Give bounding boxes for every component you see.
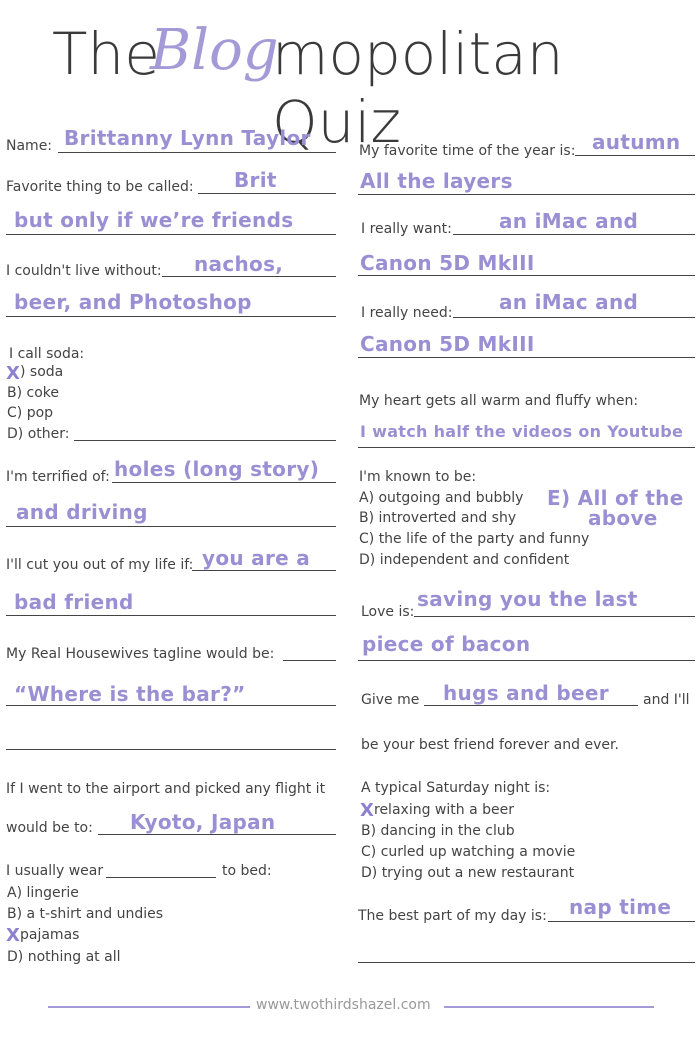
name-label: Name: (6, 138, 53, 154)
known-answer: E) All of the (547, 486, 684, 510)
want-answer: an iMac and (499, 209, 639, 233)
cutout-answer-2: bad friend (14, 590, 134, 614)
airport-answer: Kyoto, Japan (130, 810, 276, 834)
airport-line (98, 834, 336, 835)
give-line (424, 705, 638, 706)
need-answer-2: Canon 5D MkIII (360, 332, 535, 356)
give-answer: hugs and beer (443, 681, 609, 705)
live-answer-2: beer, and Photoshop (14, 290, 252, 314)
saturday-x-mark: X (360, 800, 374, 821)
love-answer: saving you the last (417, 587, 638, 611)
tagline-answer: “Where is the bar?” (14, 682, 246, 706)
need-label: I really need: (361, 305, 453, 321)
name-answer: Brittanny Lynn Taylor (64, 126, 311, 150)
terrified-label: I'm terrified of: (6, 469, 110, 485)
known-option-d: D) independent and confident (359, 552, 570, 568)
best-answer: nap time (569, 895, 672, 919)
title-rest: mopolitan Quiz (272, 20, 564, 156)
title-the: The (52, 20, 160, 88)
name-line (58, 152, 336, 153)
wear-option-a: A) lingerie (7, 885, 79, 901)
soda-option-c: C) pop (7, 405, 54, 421)
cutout-label: I'll cut you out of my life if: (6, 557, 194, 573)
want-line (453, 234, 695, 235)
need-line-2 (358, 357, 695, 358)
cutout-line-2 (6, 615, 336, 616)
tagline-line-3 (6, 749, 336, 750)
known-option-b: B) introverted and shy (359, 510, 517, 526)
soda-option-b: B) coke (7, 385, 60, 401)
terrified-line-2 (6, 526, 336, 527)
love-line (414, 616, 695, 617)
time-label: My favorite time of the year is: (359, 143, 576, 159)
love-answer-2: piece of bacon (362, 632, 531, 656)
live-label: I couldn't live without: (6, 263, 162, 279)
wear-option-d: D) nothing at all (7, 949, 121, 965)
love-label: Love is: (361, 604, 415, 620)
give-label-3: be your best friend forever and ever. (361, 737, 619, 753)
wear-label-2: to bed: (222, 863, 272, 879)
tagline-label: My Real Housewives tagline would be: (6, 646, 275, 662)
soda-other-line (74, 440, 336, 441)
give-label: Give me (361, 692, 420, 708)
saturday-option-d: D) trying out a new restaurant (361, 865, 575, 881)
terrified-answer: holes (long story) (114, 457, 320, 481)
saturday-option-b: B) dancing in the club (361, 823, 515, 839)
time-answer: autumn (592, 130, 681, 154)
cutout-answer: you are a (202, 546, 311, 570)
called-answer-2: but only if we’re friends (14, 208, 294, 232)
saturday-option-c: C) curled up watching a movie (361, 844, 576, 860)
called-line-2 (6, 234, 336, 235)
heart-label: My heart gets all warm and fluffy when: (359, 393, 639, 409)
heart-answer: I watch half the videos on Youtube (360, 422, 684, 441)
called-line (198, 193, 336, 194)
best-line (548, 921, 695, 922)
live-line-2 (6, 316, 336, 317)
soda-option-d: D) other: (7, 426, 70, 442)
footer-line-left (48, 1006, 250, 1008)
love-line-2 (358, 660, 695, 661)
want-label: I really want: (361, 221, 452, 237)
wear-option-b: B) a t-shirt and undies (7, 906, 164, 922)
want-answer-2: Canon 5D MkIII (360, 251, 535, 275)
known-answer-2: above (588, 506, 658, 530)
called-answer: Brit (234, 168, 277, 192)
saturday-option-a: relaxing with a beer (374, 802, 514, 818)
wear-line (106, 877, 216, 878)
cutout-line (192, 570, 336, 571)
best-line-2 (358, 962, 695, 963)
soda-label: I call soda: (9, 346, 85, 362)
wear-option-c: pajamas (20, 927, 80, 943)
airport-label: If I went to the airport and picked any flight it (6, 781, 326, 797)
wear-x-mark: X (6, 925, 20, 946)
soda-option-a: ) soda (20, 364, 64, 380)
known-label: I'm known to be: (359, 469, 477, 485)
give-label-2: and I'll (643, 692, 690, 708)
time-answer-2: All the layers (360, 169, 513, 193)
need-line (453, 317, 695, 318)
footer-url[interactable]: www.twothirdshazel.com (256, 997, 431, 1013)
tagline-line (283, 660, 336, 661)
terrified-line (112, 482, 336, 483)
known-option-a: A) outgoing and bubbly (359, 490, 524, 506)
wear-label: I usually wear (6, 863, 104, 879)
best-label: The best part of my day is: (358, 908, 547, 924)
heart-line (358, 447, 695, 448)
airport-label-2: would be to: (6, 820, 93, 836)
called-label: Favorite thing to be called: (6, 179, 194, 195)
soda-x-mark: X (6, 363, 20, 384)
live-answer: nachos, (194, 252, 284, 276)
terrified-answer-2: and driving (16, 500, 148, 524)
title-blog: Blog (150, 18, 279, 83)
time-line-2 (358, 194, 695, 195)
time-line (575, 155, 695, 156)
need-answer: an iMac and (499, 290, 639, 314)
live-line (162, 276, 336, 277)
want-line-2 (358, 275, 695, 276)
footer-line-right (444, 1006, 654, 1008)
saturday-label: A typical Saturday night is: (361, 780, 551, 796)
known-option-c: C) the life of the party and funny (359, 531, 590, 547)
